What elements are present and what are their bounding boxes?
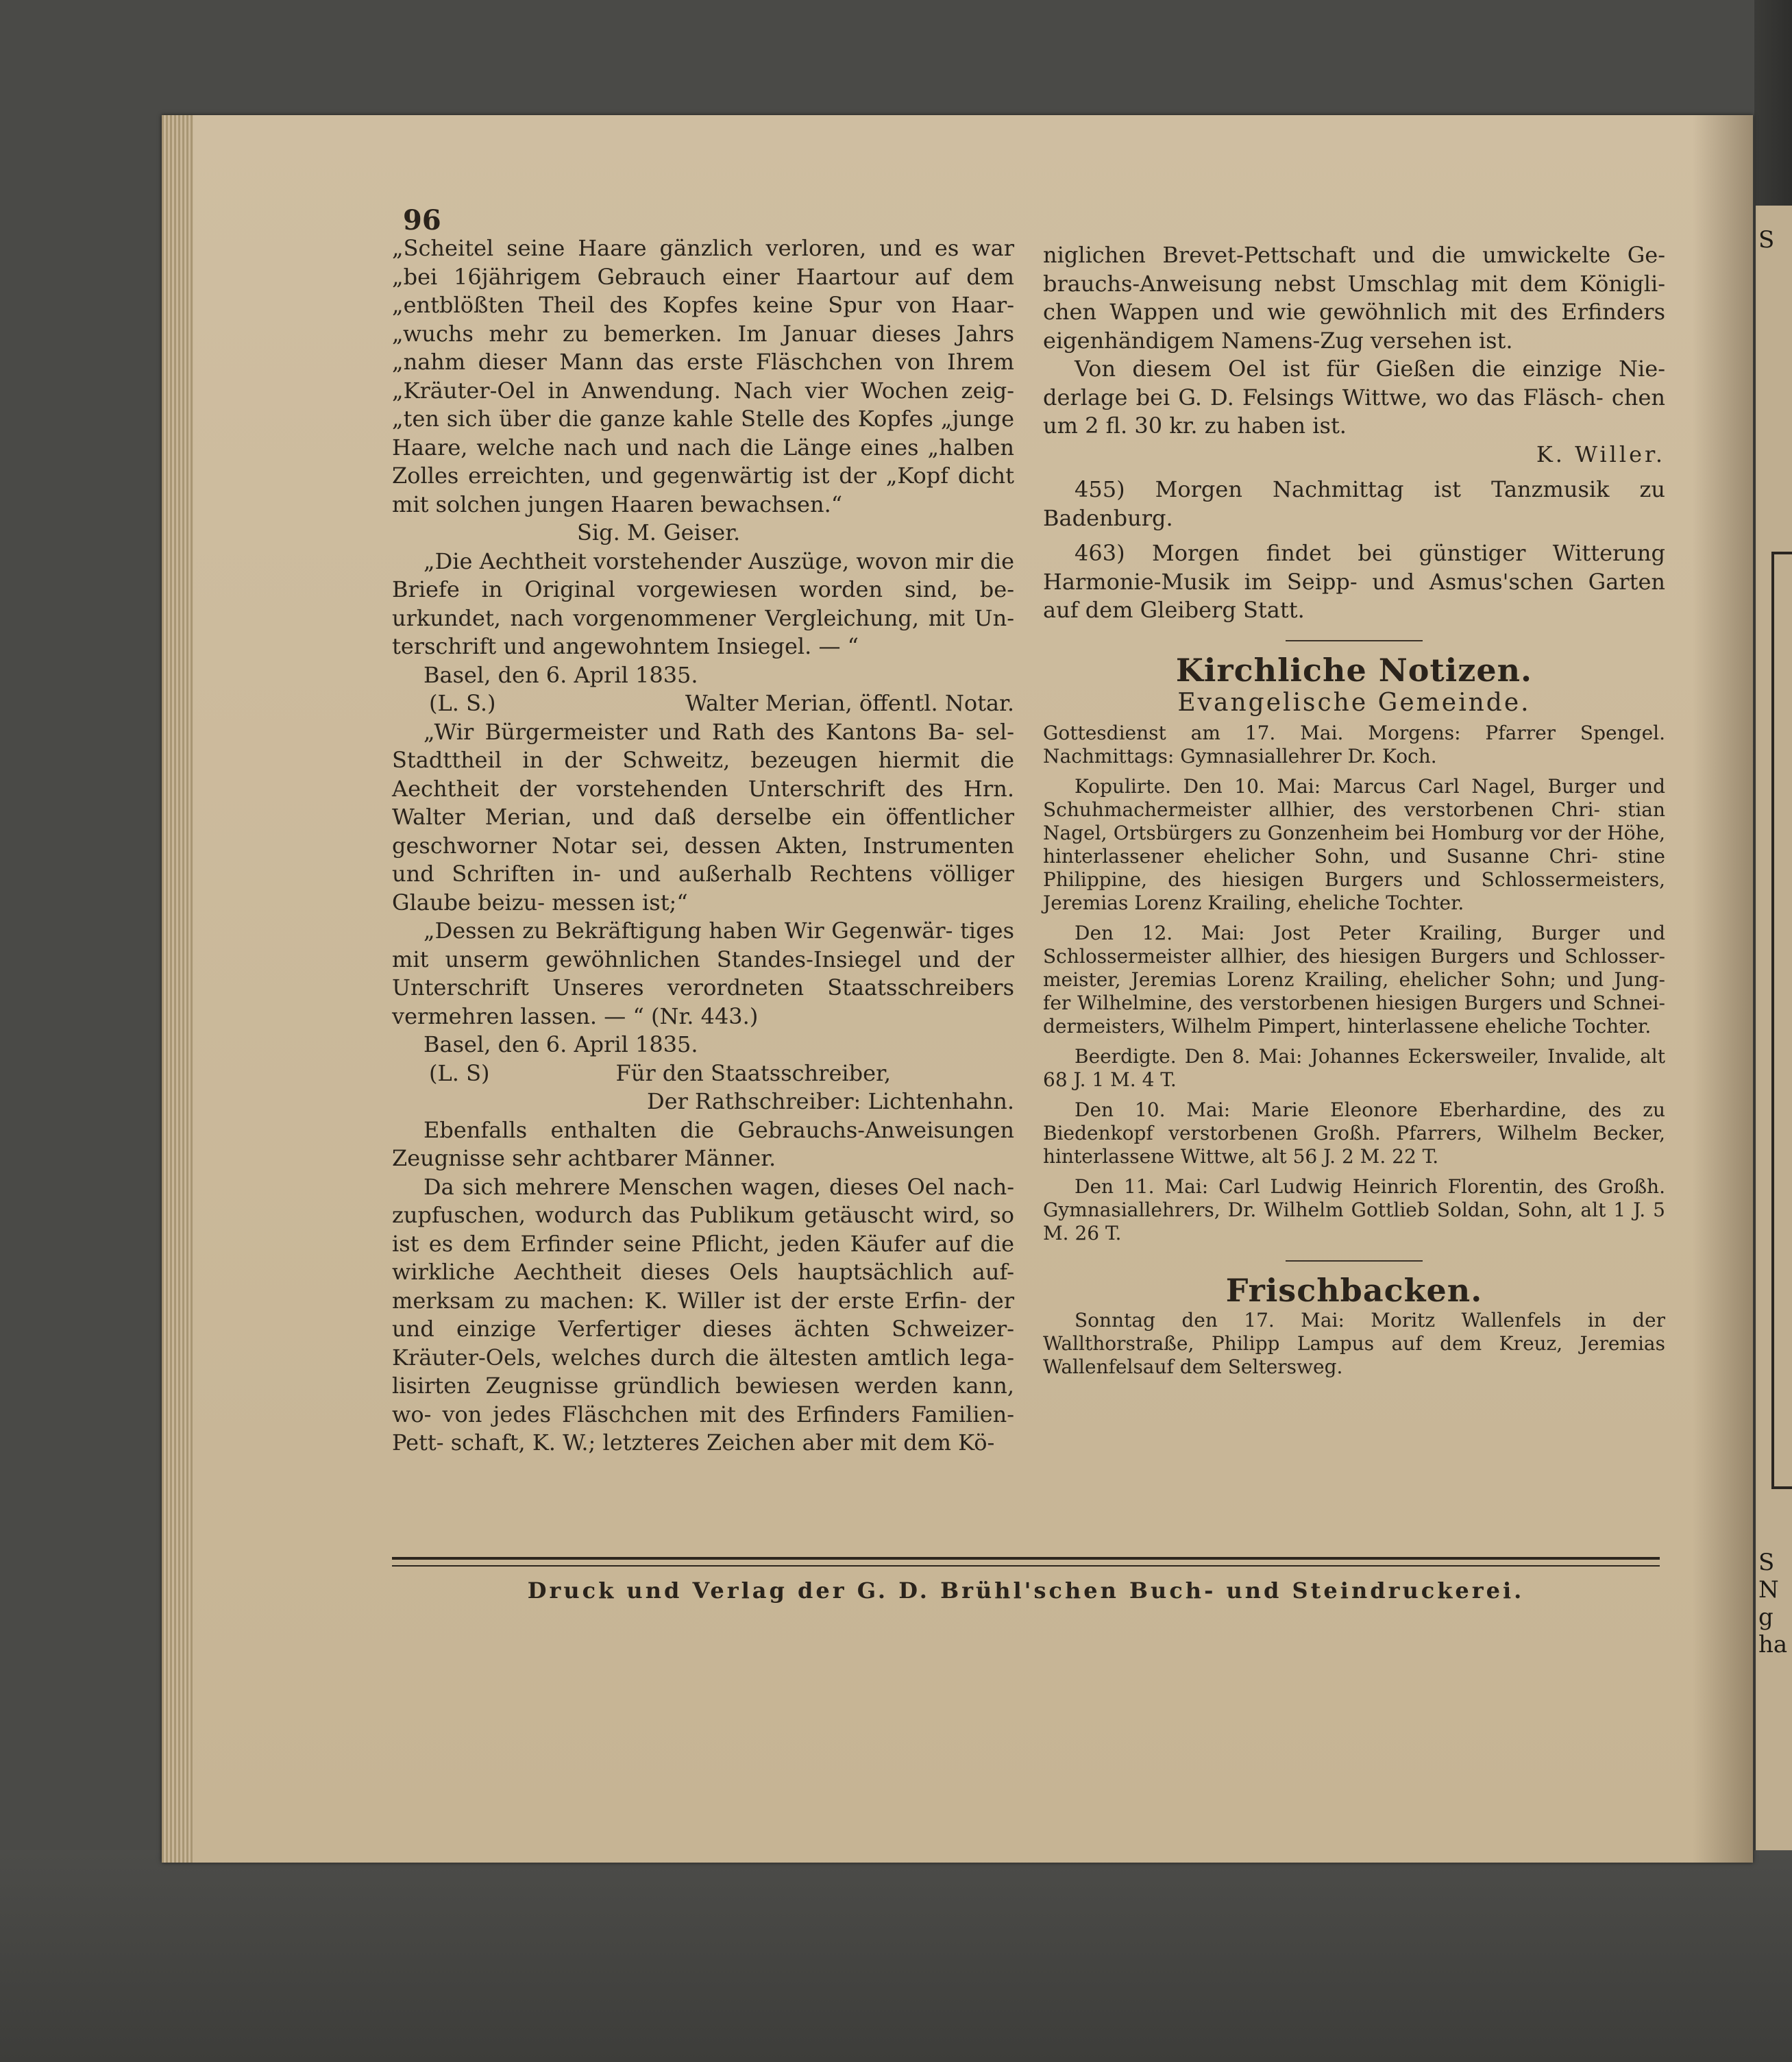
testimonial-signature: Sig. M. Geiser. xyxy=(577,519,741,545)
adjacent-page-glyph-2: S xyxy=(1758,1549,1775,1576)
adjacent-page-glyph-4: g xyxy=(1758,1604,1773,1631)
depot-notice: Von diesem Oel ist für Gießen die einzige Nie- derlage bei G. D. Felsings Wittwe, wo das Fläsch- chen um 2 fl. 30 kr. zu haben ist. xyxy=(1043,356,1665,439)
section-divider-2 xyxy=(1286,1260,1423,1262)
printer-imprint: Druck und Verlag der G. D. Brühl'schen Buch- und Steindruckerei. xyxy=(527,1578,1525,1604)
left-column xyxy=(392,234,1014,1458)
place-date: Basel, den 6. April 1835. xyxy=(424,661,698,688)
notary-name: Walter Merian, öffentl. Notar. xyxy=(685,690,1014,716)
book-binding-bottom xyxy=(0,1850,1792,2062)
adjacent-page-frame xyxy=(1771,552,1792,1489)
advertiser-name: K. Willer. xyxy=(1536,441,1665,467)
seal-secretary-line xyxy=(392,1059,1014,1088)
church-burial-3: Den 11. Mai: Carl Ludwig Heinrich Florentin, des Großh. Gymnasiallehrers, Dr. Wilhelm Gottlieb Soldan, Sohn, alt 1 J. 5 M. 26 T. xyxy=(1043,1175,1665,1244)
adjacent-page-glyph: S xyxy=(1758,226,1775,254)
confirmation-paragraph: „Dessen zu Bekräftigung haben Wir Gegenwär- tiges mit unserm gewöhnlichen Standes-Insiegel und der Unterschrift Unseres verordneten Staatsschreibers vermehren lassen. — “ (Nr. 443.) xyxy=(392,918,1014,1029)
seal-notary-line xyxy=(392,689,1014,718)
seal-continuation: niglichen Brevet-Pettschaft und die umwickelte Ge- brauchs-Anweisung nebst Umschlag mit dem Königli- chen Wappen und wie gewöhnlich mit des Erfinders eigenhändigem Namens-Zug versehen ist. xyxy=(1043,242,1665,354)
section-divider xyxy=(1286,640,1423,641)
adjacent-page-glyph-5: ha xyxy=(1758,1631,1788,1658)
seal-mark: (L. S.) xyxy=(429,690,496,716)
notary-certification: „Die Aechtheit vorstehender Auszüge, wovon mir die Briefe in Original vorgewiesen worden sind, be- urkundet, nach vorgenommener Vergleichung, mit Un- terschrift und angewohntem Insiegel. — “ xyxy=(392,548,1014,659)
church-notices-title: Kirchliche Notizen. xyxy=(1175,651,1533,689)
page-gutter-shadow xyxy=(1693,115,1753,1863)
council-secretary: Der Rathschreiber: Lichtenhahn. xyxy=(646,1088,1014,1114)
notice-463: 463) Morgen findet bei günstiger Witterung Harmonie-Musik im Seipp- und Asmus'schen Garten auf dem Gleiberg Statt. xyxy=(1043,540,1665,623)
church-parish-subtitle: Evangelische Gemeinde. xyxy=(1177,689,1531,717)
secretary-label: Für den Staatsschreiber, xyxy=(615,1059,891,1086)
page-number: 96 xyxy=(403,204,441,236)
church-burial-2: Den 10. Mai: Marie Eleonore Eberhardine, des zu Biedenkopf verstorbenen Großh. Pfarrers, Wilhelm Becker, hinterlassene Wittwe, alt 56 J. 2 M. 22 T. xyxy=(1043,1098,1665,1168)
mayor-certification: „Wir Bürgermeister und Rath des Kantons Ba- sel-Stadttheil in der Schweitz, bezeugen hiermit die Aechtheit der vorstehenden Unterschrift des Hrn. Walter Merian, und daß derselbe ein öffentlicher geschworner Notar sei, dessen Akten, Instrumenten und Schriften in- und außerhalb Rechtens völliger Glaube beizu- messen ist;“ xyxy=(392,718,1014,916)
church-service: Gottesdienst am 17. Mai. Morgens: Pfarrer Spengel. Nachmittags: Gymnasiallehrer Dr. Koch. xyxy=(1043,721,1665,768)
right-column xyxy=(1043,241,1665,1379)
place-date-2: Basel, den 6. April 1835. xyxy=(424,1031,698,1057)
further-testimonials: Ebenfalls enthalten die Gebrauchs-Anweisungen Zeugnisse sehr achtbarer Männer. xyxy=(392,1116,1014,1171)
bakers-list: Sonntag den 17. Mai: Moritz Wallenfels in der Wallthorstraße, Philipp Lampus auf dem Kreuz, Jeremias Wallenfelsauf dem Seltersweg. xyxy=(1043,1309,1665,1378)
adjacent-page-glyph-3: N xyxy=(1758,1576,1779,1604)
page-stack-edge xyxy=(162,115,193,1863)
notice-455: 455) Morgen Nachmittag ist Tanzmusik zu Badenburg. xyxy=(1043,476,1665,531)
bakers-title: Frischbacken. xyxy=(1225,1271,1483,1309)
church-marriage-1: Kopulirte. Den 10. Mai: Marcus Carl Nagel, Burger und Schuhmachermeister allhier, des verstorbenen Chri- stian Nagel, Ortsbürgers zu Gonzenheim bei Homburg vor der Höhe, hinterlassener ehelicher Sohn, und Susanne Chri- stine Philippine, des hiesigen Burgers und Schlossermeisters, Jeremias Lorenz Krailing, eheliche Tochter. xyxy=(1043,774,1665,914)
seal-mark-2: (L. S) xyxy=(429,1059,490,1086)
footer-rule xyxy=(392,1557,1660,1567)
counterfeit-warning: Da sich mehrere Menschen wagen, dieses Oel nach- zupfuschen, wodurch das Publikum getäuscht wird, so ist es dem Erfinder seine Pflicht, jeden Käufer auf die wirkliche Aechtheit dieses Oels hauptsächlich auf- merksam zu machen: K. Willer ist der erste Erfin- der und einzige Verfertiger dieses ächten Schweizer- Kräuter-Oels, welches durch die ältesten amtlich lega- lisirten Zeugnisse gründlich bewiesen werden kann, wo- von jedes Fläschchen mit des Erfinders Familien-Pett- schaft, K. W.; letzteres Zeichen aber mit dem Kö- xyxy=(392,1173,1014,1456)
church-burial-1: Beerdigte. Den 8. Mai: Johannes Eckersweiler, Invalide, alt 68 J. 1 M. 4 T. xyxy=(1043,1044,1665,1091)
church-marriage-2: Den 12. Mai: Jost Peter Krailing, Burger und Schlossermeister allhier, des hiesigen Burgers und Schlosser- meister, Jeremias Lorenz Krailing, ehelicher Sohn; und Jung- fer Wilhelmine, des verstorbenen hiesigen Burgers und Schnei- dermeisters, Wilhelm Pimpert, hinterlassene eheliche Tochter. xyxy=(1043,921,1665,1038)
testimonial-quote: „Scheitel seine Haare gänzlich verloren, und es war „bei 16jährigem Gebrauch einer Haartour auf dem „entblößten Theil des Kopfes keine Spur von Haar- „wuchs mehr zu bemerken. Im Januar dieses Jahrs „nahm dieser Mann das erste Fläschchen von Ihrem „Kräuter-Oel in Anwendung. Nach vier Wochen zeig- „ten sich über die ganze kahle Stelle des Kopfes „junge Haare, welche nach und nach die Länge eines „halben Zolles erreichten, und gegenwärtig ist der „Kopf dicht mit solchen jungen Haaren bewachsen.“ xyxy=(392,235,1014,517)
